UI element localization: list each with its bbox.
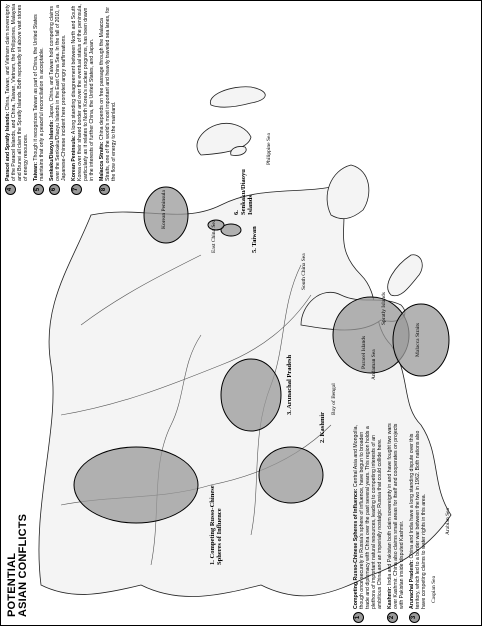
zone-2-kashmir bbox=[259, 447, 323, 503]
legend-text-1: Central Asia and Mongolia, though once securely in Russia's sphere of influence, have begun to broaden trade and diplomacy with China over the past several years. This region holds a plethora of important natural resources, leading to competing interests of an ambitious China and an imperially nostalgic Russia that could collide here. bbox=[353, 425, 383, 609]
legend-item-7 bbox=[71, 3, 95, 195]
borneo-island bbox=[327, 165, 369, 219]
legend-text-3: China and India have a long standing dispute over this territory, which led to a border war between the two in 1962. Both nations also have competing claims to water rights in this area. bbox=[409, 430, 427, 609]
philippines-islands bbox=[210, 87, 265, 107]
legend-head-1: Competing Russo-Chinese Spheres of Influence: bbox=[353, 488, 359, 609]
legend-item-1 bbox=[353, 423, 383, 623]
label-andaman-sea: Andaman Sea bbox=[371, 349, 377, 380]
sumatra-island bbox=[388, 255, 423, 296]
label-paracel-islands: Paracel Islands bbox=[361, 335, 367, 369]
legend-text-7: A long standing disagreement between North and South Korea over their shared border and over the eventual status of the peninsula, particularly as it relates to North Korea's nuclear programs, has been drawn in the interests of further China, the United States, and Japan. bbox=[71, 4, 95, 181]
conflict-label-1: 1. Competing Russo-Chinese Spheres of Influence bbox=[209, 485, 223, 565]
legend-badge-4: 4 bbox=[5, 184, 16, 195]
legend-badge-1: 1 bbox=[353, 612, 364, 623]
legend-east bbox=[5, 3, 121, 195]
legend-text-6: Japan, China, and Taiwan hold competing claims over the Senkaku/Diaoyu Islands in the East China Sea. In the fall of 2010, a Japanese-Chinese incident here prompted angry reaffirmations. bbox=[49, 5, 67, 181]
zone-1-russo-chinese bbox=[74, 447, 198, 523]
legend-head-7: Korean Peninsula: bbox=[71, 135, 77, 181]
legend-item-5 bbox=[33, 3, 45, 195]
label-arabian-sea: Arabian Sea bbox=[445, 507, 451, 535]
map-title bbox=[7, 514, 29, 617]
legend-badge-2: 2 bbox=[387, 612, 398, 623]
label-south-china-sea: South China Sea bbox=[301, 253, 307, 290]
legend-head-5: Taiwan: bbox=[33, 162, 39, 181]
legend-west bbox=[353, 423, 431, 623]
legend-text-8: China depends on free passage through the Malacca Straits, one of the world's most important and heavily traveled sea lanes, for the flow of energy to the mainland. bbox=[99, 7, 117, 181]
legend-item-2 bbox=[387, 423, 405, 623]
legend-head-4: Paracel and Spratly Islands: bbox=[5, 111, 11, 181]
legend-head-3: Arunachal Pradesh: bbox=[409, 559, 415, 609]
legend-head-6: Senkaku/Diaoyu Islands: bbox=[49, 119, 55, 181]
legend-head-2: Kashmir: bbox=[387, 586, 393, 609]
label-spratly-islands: Spratly Islands bbox=[381, 292, 387, 325]
label-east-china-sea: East China Sea bbox=[211, 219, 217, 253]
legend-text-2: India and Pakistan both claim sovereignty in and have fought two wars over Kashmir. China also claims small areas for itself and cooperates on projects with Pakistan inside disputed Kashmir. bbox=[387, 423, 405, 609]
legend-badge-8: 8 bbox=[99, 184, 110, 195]
label-bay-of-bengal: Bay of Bengal bbox=[331, 383, 337, 415]
zone-3-arunachal bbox=[221, 359, 281, 431]
label-korean-peninsula: Korean Peninsula bbox=[161, 190, 167, 229]
legend-item-3 bbox=[409, 423, 427, 623]
map-title-line-1: POTENTIAL bbox=[6, 552, 18, 617]
legend-item-4 bbox=[5, 3, 29, 195]
zone-8-malacca bbox=[393, 304, 449, 376]
conflict-label-6: 6. Senkaku/Diaoyu Islands bbox=[233, 169, 254, 215]
legend-item-6 bbox=[49, 3, 67, 195]
legend-badge-6: 6 bbox=[49, 184, 60, 195]
label-caspian-sea: Caspian Sea bbox=[431, 575, 437, 603]
legend-badge-3: 3 bbox=[409, 612, 420, 623]
label-philippine-sea: Philippine Sea bbox=[266, 133, 272, 165]
legend-badge-7: 7 bbox=[71, 184, 82, 195]
legend-text-5: Though it recognizes Taiwan as part of China, the United States maintains that only a peaceful reconciliation is acceptable. bbox=[33, 14, 45, 181]
conflict-label-5: 5. Taiwan bbox=[251, 226, 258, 253]
legend-badge-5: 5 bbox=[33, 184, 44, 195]
legend-text-4: China, Taiwan, and Vietnam claim sovereignty of the Paracel Islands, and China, Taiwan, Vietnam, the Philippines, Malaysia and Brunei all claim the Spratly Islands. Both reportedly sit above vast stores of energy resources. bbox=[5, 3, 29, 181]
legend-head-8: Malacca Straits: bbox=[99, 141, 105, 181]
conflict-label-2: 2. Kashmir bbox=[319, 411, 326, 443]
label-malacca-straits: Malacca Straits bbox=[415, 322, 421, 357]
legend-item-8 bbox=[99, 3, 117, 195]
conflict-label-3: 3. Arunachal Pradesh bbox=[286, 354, 293, 415]
map-title-line-2: ASIAN CONFLICTS bbox=[17, 513, 29, 617]
